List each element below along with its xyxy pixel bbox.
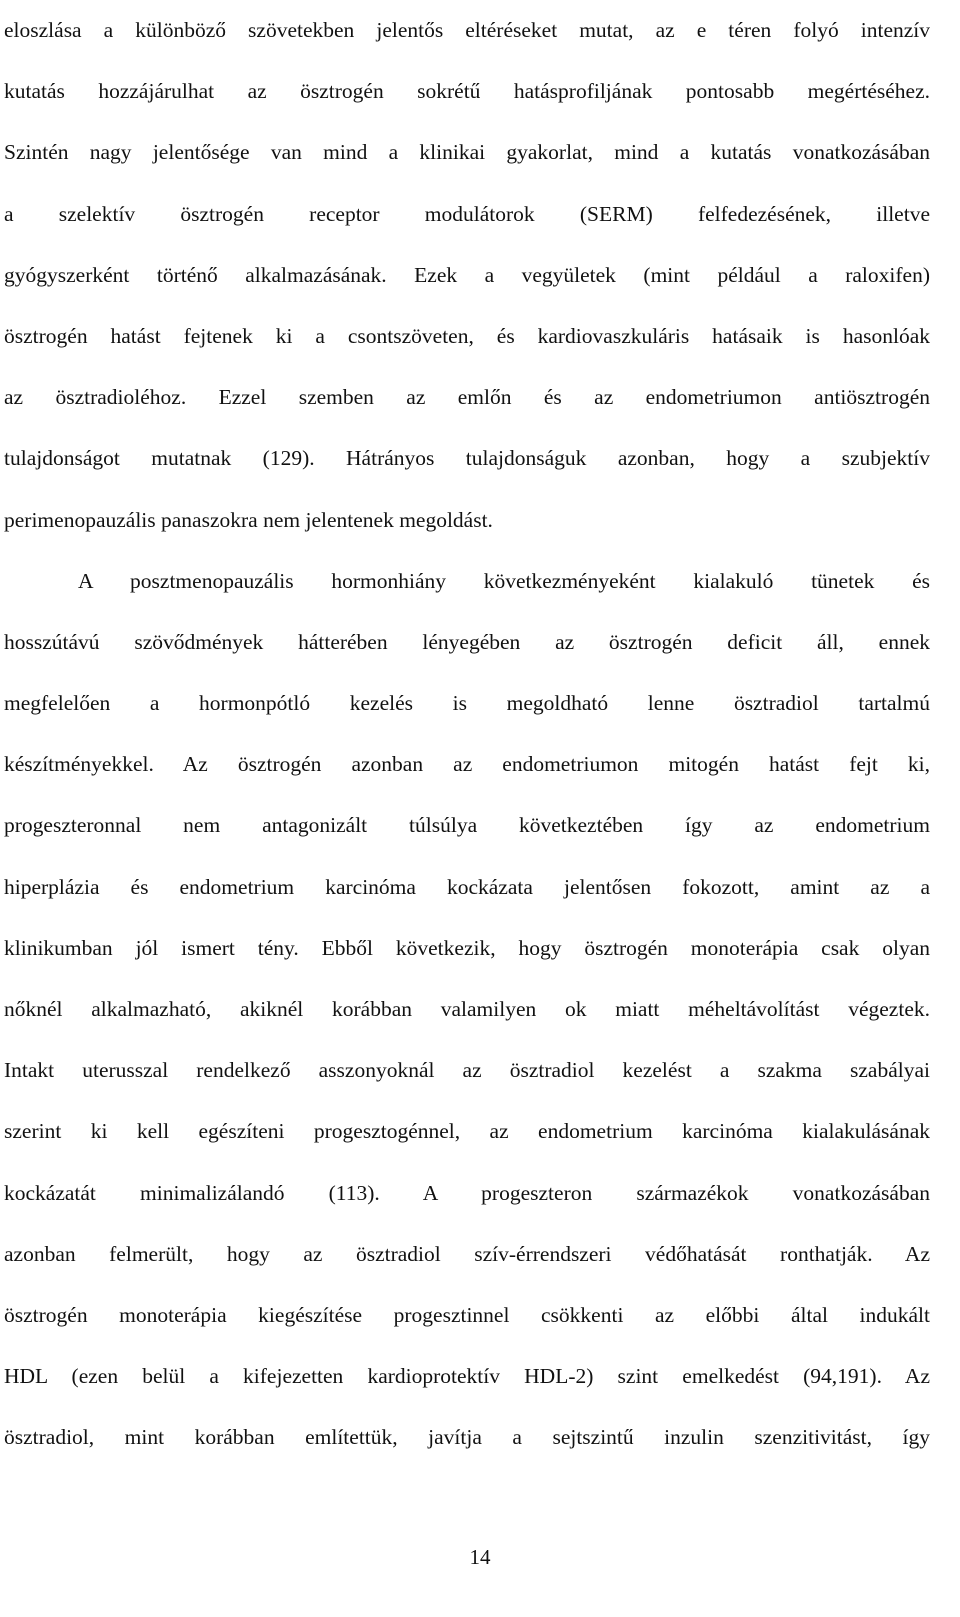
text-line: készítményekkel. Az ösztrogén azonban az endometriumon mitogén hatást fejt ki,	[4, 752, 930, 777]
text-line: szerint ki kell egészíteni progesztogénnel, az endometrium karcinóma kialakulásának	[4, 1119, 930, 1144]
text-line: perimenopauzális panaszokra nem jelentenek megoldást.	[4, 507, 493, 532]
text-line: nőknél alkalmazható, akiknél korábban valamilyen ok miatt méheltávolítást végeztek.	[4, 997, 930, 1021]
text-line: tulajdonságot mutatnak (129). Hátrányos tulajdonságuk azonban, hogy a szubjektív	[4, 446, 930, 471]
text-line: eloszlása a különböző szövetekben jelentős eltéréseket mutat, az e téren folyó intenzív	[4, 18, 930, 42]
page-number: 14	[469, 1545, 491, 1569]
text-line: megfelelően a hormonpótló kezelés is megoldható lenne ösztradiol tartalmú	[4, 691, 930, 716]
text-line: kutatás hozzájárulhat az ösztrogén sokrétű hatásprofiljának pontosabb megértéséhez.	[4, 79, 930, 104]
text-line: az ösztradioléhoz. Ezzel szemben az emlőn és az endometriumon antiösztrogén	[4, 385, 930, 410]
text-line: A posztmenopauzális hormonhiány következményeként kialakuló tünetek és	[78, 568, 930, 593]
text-line: progeszteronnal nem antagonizált túlsúlya következtében így az endometrium	[4, 813, 930, 838]
text-line: a szelektív ösztrogén receptor modulátorok (SERM) felfedezésének, illetve	[4, 201, 930, 226]
text-line: ösztrogén monoterápia kiegészítése progesztinnel csökkenti az előbbi által indukált	[4, 1302, 930, 1327]
text-line: kockázatát minimalizálandó (113). A progeszteron származékok vonatkozásában	[4, 1180, 930, 1205]
text-line: ösztradiol, mint korábban említettük, javítja a sejtszintű inzulin szenzitivitást, így	[4, 1425, 930, 1450]
text-line: hiperplázia és endometrium karcinóma kockázata jelentősen fokozott, amint az a	[4, 874, 930, 899]
body-text	[4, 0, 930, 1469]
paragraph-2	[4, 551, 930, 1469]
text-line: HDL (ezen belül a kifejezetten kardioprotektív HDL-2) szint emelkedést (94,191). Az	[4, 1364, 930, 1389]
text-line: gyógyszerként történő alkalmazásának. Ezek a vegyületek (mint például a raloxifen)	[4, 262, 930, 287]
text-line: klinikumban jól ismert tény. Ebből következik, hogy ösztrogén monoterápia csak olyan	[4, 935, 930, 960]
text-line: azonban felmerült, hogy az ösztradiol szív-érrendszeri védőhatását ronthatják. Az	[4, 1241, 930, 1266]
text-line: Szintén nagy jelentősége van mind a klinikai gyakorlat, mind a kutatás vonatkozásában	[4, 140, 930, 165]
text-line: Intakt uterusszal rendelkező asszonyoknál az ösztradiol kezelést a szakma szabályai	[4, 1058, 930, 1083]
text-line: ösztrogén hatást fejtenek ki a csontszöveten, és kardiovaszkuláris hatásaik is hasonlóak	[4, 323, 930, 348]
paragraph-1	[4, 0, 930, 551]
text-line: hosszútávú szövődmények hátterében lényegében az ösztrogén deficit áll, ennek	[4, 629, 930, 654]
